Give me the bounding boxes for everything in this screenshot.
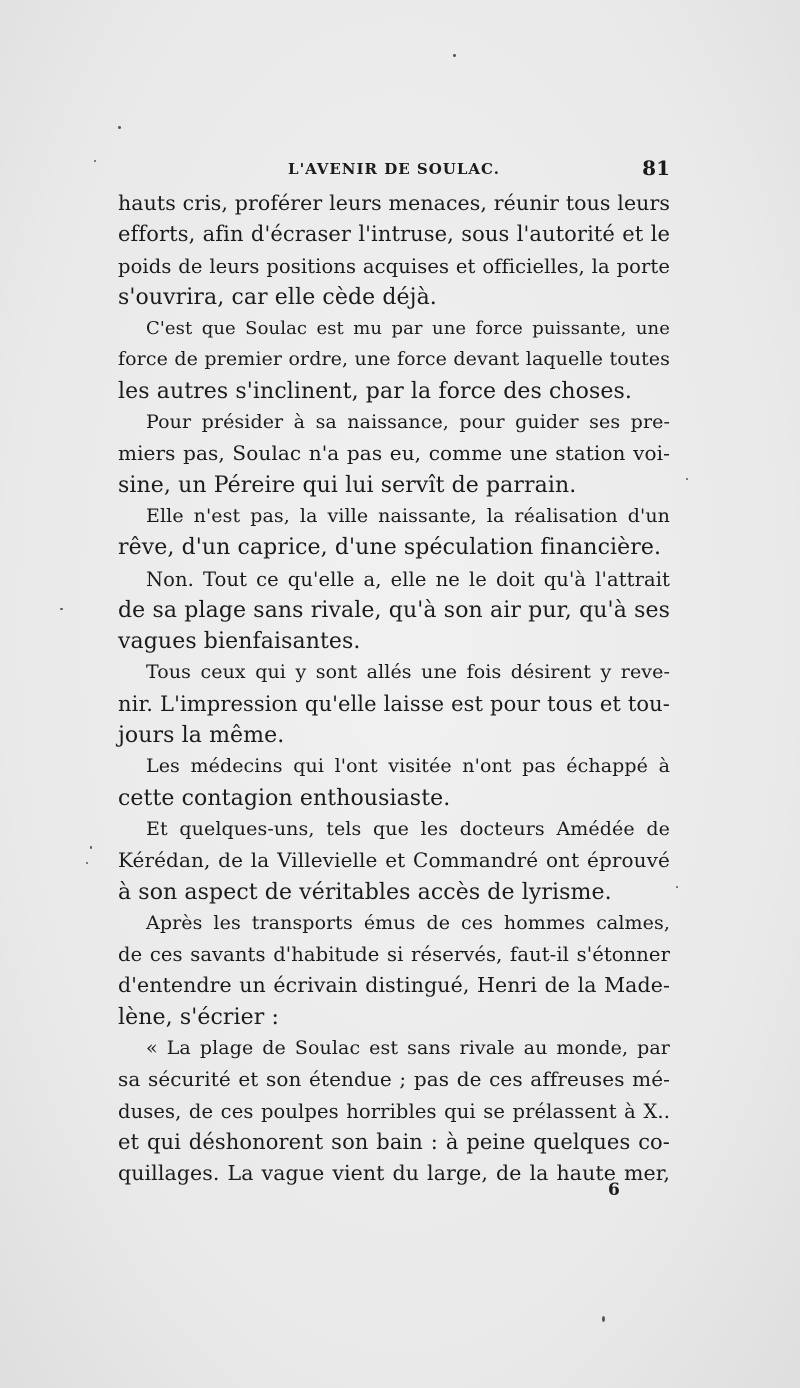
body-text <box>118 188 670 1190</box>
paper-speck <box>86 862 88 864</box>
text-line: les autres s'inclinent, par la force des choses. <box>118 378 633 404</box>
text-line: poids de leurs positions acquises et officielles, la porte <box>118 254 670 278</box>
text-line: jours la même. <box>118 723 285 749</box>
text-line: Elle n'est pas, la ville naissante, la réalisation d'un <box>146 504 670 527</box>
text-line: s'ouvrira, car elle cède déjà. <box>118 284 437 310</box>
text-line: miers pas, Soulac n'a pas eu, comme une station voi- <box>118 441 670 466</box>
text-line: quillages. La vague vient du large, de la haute mer, <box>118 1161 670 1186</box>
text-line: à son aspect de véritables accès de lyrisme. <box>118 879 612 905</box>
text-line: Tous ceux qui y sont allés une fois désirent y reve- <box>146 661 670 684</box>
signature-mark: 6 <box>608 1180 620 1200</box>
text-line: « La plage de Soulac est sans rivale au monde, par <box>146 1037 670 1060</box>
paper-speck <box>90 846 92 849</box>
text-line: lène, s'écrier : <box>118 1004 280 1030</box>
text-line: vagues bienfaisantes. <box>118 629 361 655</box>
text-line: efforts, afin d'écraser l'intruse, sous l'autorité et le <box>118 222 670 247</box>
paper-speck <box>60 608 63 610</box>
paper-speck <box>94 160 96 162</box>
text-line: Les médecins qui l'ont visitée n'ont pas échappé à <box>146 755 670 778</box>
text-line: d'entendre un écrivain distingué, Henri de la Made- <box>118 973 670 998</box>
text-line: sa sécurité et son étendue ; pas de ces affreuses mé- <box>118 1067 670 1092</box>
text-line: sine, un Péreire qui lui servît de parrain. <box>118 472 577 498</box>
paper-speck <box>602 1316 605 1322</box>
text-line: rêve, d'un caprice, d'une spéculation financière. <box>118 535 662 561</box>
paper-speck <box>676 886 678 888</box>
text-line: cette contagion enthousiaste. <box>118 785 451 811</box>
text-line: Et quelques-uns, tels que les docteurs Amédée de <box>146 817 670 840</box>
text-line: Kérédan, de la Villevielle et Commandré ont éprouvé <box>118 848 670 873</box>
paper-speck <box>453 54 456 57</box>
running-head <box>118 156 670 184</box>
text-line: nir. L'impression qu'elle laisse est pour tous et tou- <box>118 691 670 716</box>
text-line: force de premier ordre, une force devant laquelle toutes <box>118 348 670 371</box>
text-line: duses, de ces poulpes horribles qui se prélassent à X.. <box>118 1099 670 1123</box>
running-title: L'AVENIR DE SOULAC. <box>288 160 500 178</box>
page-number: 81 <box>642 156 670 180</box>
paper-speck <box>118 126 121 129</box>
text-line: Pour présider à sa naissance, pour guider ses pre- <box>146 411 670 434</box>
paper-speck <box>686 478 688 480</box>
text-line: de ces savants d'habitude si réservés, faut-il s'étonner <box>118 943 670 967</box>
text-line: C'est que Soulac est mu par une force puissante, une <box>146 318 670 340</box>
text-line: Après les transports émus de ces hommes calmes, <box>146 911 670 934</box>
text-line: Non. Tout ce qu'elle a, elle ne le doit qu'à l'attrait <box>146 567 670 591</box>
text-line: de sa plage sans rivale, qu'à son air pur, qu'à ses <box>118 597 670 623</box>
text-line: et qui déshonorent son bain : à peine quelques co- <box>118 1129 670 1154</box>
text-line: hauts cris, proférer leurs menaces, réunir tous leurs <box>118 191 670 215</box>
